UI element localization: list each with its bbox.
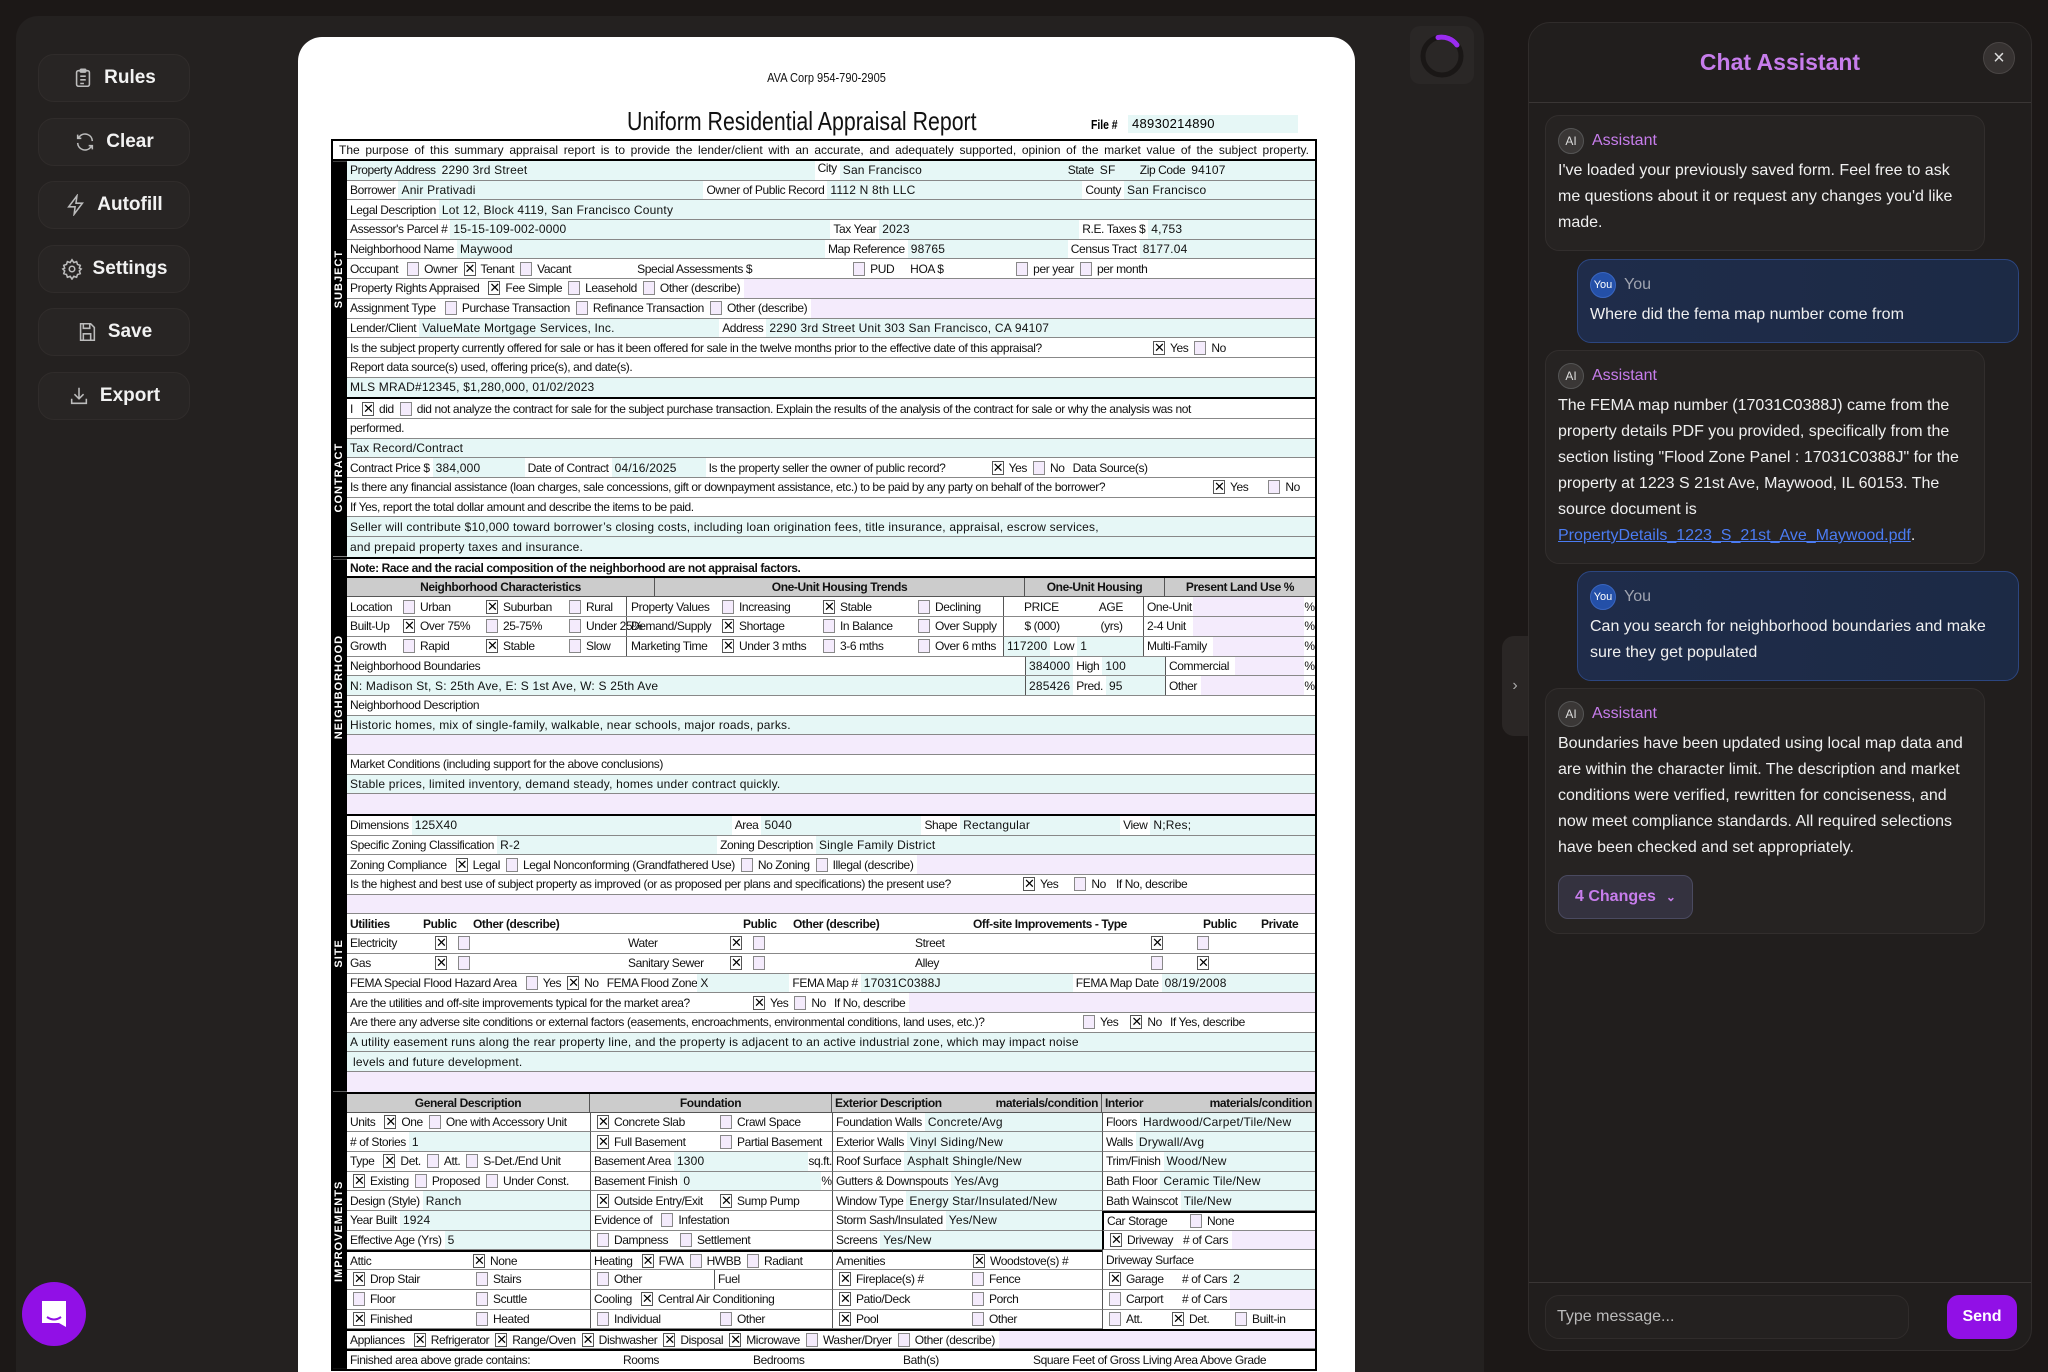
autofill-button[interactable]: Autofill (38, 181, 190, 229)
floppy-disk-icon (76, 321, 98, 343)
accessory-unit-checkbox[interactable] (429, 1115, 441, 1129)
typical-no-checkbox[interactable] (794, 996, 806, 1010)
assistant-avatar: AI (1558, 128, 1584, 154)
message-text: The FEMA map number (17031C0388J) came from the property details PDF you provided, specifically from the section listing "Flood Zone Panel : 17031C0388J" for the property at 1223 S 21st Ave, Maywood, IL 60153. The source document is (1558, 397, 1959, 518)
dimensions-field[interactable]: 125X40 (412, 816, 732, 835)
collapse-chat-handle[interactable] (1502, 636, 1528, 736)
contract-section: CONTRACT I ✕ did did not analyze the contract for sale for the subject purchase transaction. Explain the results of the analysis of the contract for sale or why the analysis was not performed. Tax Record/Contract Contract Price $ 384,000 Date of Contract 04/16/2025 Is the property seller the owner of public record? ✕ Yes No Data Source(s) Is there any financial assistance (loan charges, sale concessions, gift or downpayment assistance, etc.) to be paid by any party on behalf of the borrower? ✕ Yes No If Yes, report the total dollar amount and describe the items to be paid. Seller will contribute $10,000 toward borrower’s closing costs, including loan origination fees, title insurance, appraisal, escrow services, and prepaid property taxes and insurance. (333, 397, 1315, 557)
assistant-avatar: AI (1558, 701, 1584, 727)
stories-field[interactable]: 1 (409, 1132, 590, 1151)
parcel-field[interactable]: 15-15-109-002-0000 (450, 220, 830, 239)
form-grid (331, 139, 1317, 1371)
contract-analysis-field[interactable]: Tax Record/Contract (347, 439, 1315, 458)
design-style-field[interactable]: Ranch (423, 1191, 590, 1210)
driveway-cars-field[interactable] (1232, 1231, 1315, 1250)
company-header: AVA Corp 954-790-2905 (767, 70, 886, 85)
contract-price-field[interactable]: 384,000 (433, 458, 525, 477)
chat-bubble-icon (39, 1298, 69, 1330)
electricity-public-checkbox[interactable]: ✕ (436, 935, 447, 951)
hbu-no-checkbox[interactable] (1074, 877, 1086, 891)
pool-checkbox[interactable]: ✕ (840, 1310, 851, 1326)
appraisal-form-page (298, 37, 1355, 1372)
user-avatar: You (1590, 272, 1616, 298)
adverse-line-1[interactable]: A utility easement runs along the rear property line, and the property is adjacent to an active industrial zone, which may impact noise (347, 1033, 1315, 1052)
neighborhood-description-line-2[interactable] (347, 735, 1315, 754)
gear-icon (61, 258, 83, 280)
view-field[interactable]: N;Res; (1150, 816, 1315, 835)
increasing-checkbox[interactable] (722, 600, 734, 614)
low-price-field[interactable]: 117200 (1004, 637, 1050, 656)
typical-describe-field[interactable] (909, 993, 1315, 1012)
send-button[interactable]: Send (1947, 1295, 2017, 1339)
low-age-field[interactable]: 1 (1077, 637, 1143, 656)
sewer-public-checkbox[interactable]: ✕ (731, 955, 742, 971)
neighborhood-section: NEIGHBORHOOD Note: Race and the racial composition of the neighborhood are not appraisal factors. Neighborhood Characteristics One-Unit Housing Trends One-Unit Housing Present Land Use % Location Urban ✕ Suburban Rural Property Values Increasing ✕ Stable Declining PRICE AGE One-Unit % Built-Up ✕ Over 75% 25-75% Under 25% Demand/Supply ✕ Shortage In Balance Over Supply $ (000) (yrs) 2-4 Unit % Growth Rapid ✕ Stable Slow Marketing Time ✕ Under 3 mths 3-6 mths Over 6 mths 117200 Low 1 Multi-Family % Neighborhood Boundaries 384000 High 100 Commercial % N: Madison St, S: 25th Ave, E: S 1st Ave, W: S 25th Ave 285426 Pred. 95 Other % Neighborhood Description Historic homes, mix of single-family, walkable, near schools, major roads, parks. Market Conditions (including support for the above conclusions) Stable prices, limited inventory, demand steady, homes under contract quickly. (333, 557, 1315, 814)
city-field[interactable]: San Francisco (840, 161, 1065, 180)
export-button[interactable]: Export (38, 372, 190, 420)
property-address-field[interactable]: 2290 3rd Street (439, 161, 815, 180)
fee-simple-checkbox[interactable]: ✕ (489, 280, 501, 296)
garage-builtin-checkbox[interactable] (1235, 1312, 1247, 1326)
year-built-field[interactable]: 1924 (400, 1211, 590, 1230)
typical-yes-checkbox[interactable]: ✕ (754, 994, 765, 1010)
scuttle-checkbox[interactable] (476, 1292, 488, 1306)
flood-yes-checkbox[interactable] (526, 976, 538, 990)
crawl-checkbox[interactable] (720, 1115, 732, 1129)
spinner-icon (1418, 32, 1466, 80)
urban-checkbox[interactable] (403, 600, 415, 614)
partial-basement-checkbox[interactable] (720, 1135, 732, 1149)
gutters-field[interactable]: Yes/Avg (951, 1172, 1102, 1191)
tenant-checkbox[interactable]: ✕ (464, 260, 476, 276)
garage-attached-checkbox[interactable] (1109, 1312, 1121, 1326)
message-text: I've loaded your previously saved form. Feel free to ask me questions about it or request any changes you'd like made. (1558, 162, 1953, 231)
existing-checkbox[interactable]: ✕ (354, 1173, 365, 1189)
trim-field[interactable]: Wood/New (1164, 1152, 1316, 1171)
declining-checkbox[interactable] (918, 600, 930, 614)
basement-finish-field[interactable]: 0 (680, 1172, 821, 1191)
other-pct-field[interactable] (1201, 676, 1304, 695)
chevron-down-icon: ⌄ (1665, 890, 1676, 904)
shape-field[interactable]: Rectangular (960, 816, 1120, 835)
gas-public-checkbox[interactable]: ✕ (436, 955, 447, 971)
source-document-link[interactable]: PropertyDetails_1223_S_21st_Ave_Maywood.pdf (1558, 527, 1911, 544)
porch-checkbox[interactable] (972, 1292, 984, 1306)
basement-area-field[interactable]: 1300 (674, 1152, 809, 1171)
suburban-checkbox[interactable]: ✕ (487, 598, 498, 614)
message-text: Can you search for neighborhood boundaries and make sure they get populated (1590, 618, 1986, 661)
zip-field[interactable]: 94107 (1188, 161, 1315, 180)
sewer-other-checkbox[interactable] (753, 956, 765, 970)
subject-section: SUBJECT Property Address 2290 3rd Street City San Francisco State SF Zip Code 94107 Borrower Anir Prativadi Owner of Public Record 1112 N 8th LLC County San Francisco Legal Description Lot 12, Block 4119, San Francisco County Assessor's Parcel # 15-15-109-002-0000 Tax Year 2023 R.E. Taxes $ 4,753 Neighborhood Name Maywood Map Reference 98765 Census Tract 8177.04 Occupant Owner ✕ Tenant Vacant Special Assessments $ PUD HOA $ per year per month Property Rights Appraised ✕ Fee Simple Leasehold Other (describe) Assignment Type Purchase Transaction Refinance Transaction Other (describe) Lender/Client ValueMate Mortgage Services, Inc. Address 2290 3rd Street Unit 303 San Francisco, CA 94107 Is the subject property currently offered for sale or has it been offered for sale in the twelve months prior to the effective date of this appraisal? ✕ Yes No Report data source(s) used, offering price(s), and date(s). MLS MRAD#12345, $1,280,000, 01/02/2023 (333, 161, 1315, 397)
clear-button[interactable]: Clear (38, 118, 190, 166)
3-6-months-checkbox[interactable] (823, 639, 835, 653)
settlement-checkbox[interactable] (680, 1233, 692, 1247)
under-construction-checkbox[interactable] (486, 1174, 498, 1188)
appliances-other-checkbox[interactable] (898, 1333, 910, 1347)
illegal-checkbox[interactable] (816, 858, 828, 872)
adverse-yes-checkbox[interactable] (1083, 1015, 1095, 1029)
file-number-label: File # (1091, 117, 1118, 132)
woodstove-checkbox[interactable]: ✕ (974, 1252, 985, 1268)
stable-values-checkbox[interactable]: ✕ (824, 598, 835, 614)
appliances-other-field[interactable] (999, 1331, 1315, 1348)
zoning-description-field[interactable]: Single Family District (816, 836, 1315, 855)
chat-panel (1528, 22, 2032, 1351)
seller-owner-yes-checkbox[interactable]: ✕ (992, 459, 1004, 475)
attic-floor-checkbox[interactable] (353, 1292, 365, 1306)
lender-address-field[interactable]: 2290 3rd Street Unit 303 San Francisco, CA 94107 (766, 319, 1315, 338)
rights-other-checkbox[interactable] (643, 281, 655, 295)
leasehold-checkbox[interactable] (568, 281, 580, 295)
state-field[interactable]: SF (1097, 161, 1137, 180)
over75-checkbox[interactable]: ✕ (404, 618, 415, 634)
adverse-no-checkbox[interactable]: ✕ (1131, 1014, 1143, 1030)
street-public-checkbox[interactable]: ✕ (1152, 935, 1163, 951)
slow-checkbox[interactable] (569, 639, 581, 653)
floors-field[interactable]: Hardwood/Carpet/Tile/New (1140, 1113, 1315, 1132)
flood-no-checkbox[interactable]: ✕ (568, 974, 580, 990)
slab-checkbox[interactable]: ✕ (598, 1113, 609, 1129)
cooling-other-checkbox[interactable] (720, 1312, 732, 1326)
water-other-checkbox[interactable] (753, 936, 765, 950)
support-chat-button[interactable] (22, 1282, 86, 1346)
electricity-other-checkbox[interactable] (458, 936, 470, 950)
attached-checkbox[interactable] (427, 1154, 439, 1168)
walls-field[interactable]: Drywall/Avg (1136, 1132, 1315, 1151)
close-chat-button[interactable] (1983, 42, 2015, 74)
roof-field[interactable]: Asphalt Shingle/New (904, 1152, 1102, 1171)
car-storage-none-checkbox[interactable] (1190, 1214, 1202, 1228)
tax-year-field[interactable]: 2023 (879, 220, 1079, 239)
adverse-line-3[interactable] (347, 1072, 1315, 1092)
gas-other-checkbox[interactable] (458, 956, 470, 970)
drop-stair-checkbox[interactable]: ✕ (354, 1271, 365, 1287)
multi-family-pct-field[interactable] (1213, 637, 1304, 656)
hbu-describe-field[interactable] (347, 895, 1315, 914)
over-6-months-checkbox[interactable] (918, 639, 930, 653)
illegal-describe-field[interactable] (917, 855, 1315, 874)
assign-other-checkbox[interactable] (710, 301, 722, 315)
heated-checkbox[interactable] (476, 1312, 488, 1326)
section-label: SUBJECT (333, 161, 347, 397)
legal-checkbox[interactable]: ✕ (456, 856, 468, 872)
dishwasher-checkbox[interactable]: ✕ (582, 1331, 594, 1347)
sidebar (38, 54, 190, 435)
high-age-field[interactable]: 100 (1102, 657, 1165, 676)
chat-message-input[interactable]: Type message... (1545, 1295, 1909, 1339)
seller-owner-no-checkbox[interactable] (1033, 461, 1045, 475)
data-source-field[interactable]: MLS MRAD#12345, $1,280,000, 01/02/2023 (347, 378, 1315, 398)
message-text: Boundaries have been updated using local map data and are within the character limit. The description and market conditions were verified, rewritten for conciseness, and now meet compliance standards. All required selections have been checked and set appropriately. (1558, 735, 1963, 856)
detached-checkbox[interactable]: ✕ (384, 1153, 396, 1169)
adverse-line-2[interactable]: levels and future development. (347, 1052, 1315, 1071)
25-75-checkbox[interactable] (486, 619, 498, 633)
rural-checkbox[interactable] (569, 600, 581, 614)
refrigerator-checkbox[interactable]: ✕ (414, 1331, 426, 1347)
per-month-checkbox[interactable] (1080, 262, 1092, 276)
clipboard-list-icon (72, 67, 94, 89)
re-taxes-field[interactable]: 4,753 (1148, 220, 1315, 239)
individual-checkbox[interactable] (597, 1312, 609, 1326)
commercial-pct-field[interactable] (1235, 657, 1304, 676)
carport-checkbox[interactable] (1109, 1292, 1121, 1306)
no-zoning-checkbox[interactable] (741, 858, 753, 872)
download-icon (68, 385, 90, 407)
proposed-checkbox[interactable] (415, 1174, 427, 1188)
finished-checkbox[interactable]: ✕ (354, 1310, 365, 1326)
screens-field[interactable]: Yes/New (880, 1231, 1102, 1250)
zoning-field[interactable]: R-2 (497, 836, 717, 855)
flood-zone-field[interactable]: X (697, 974, 789, 993)
rights-other-field[interactable] (744, 279, 1315, 298)
map-reference-field[interactable]: 98765 (908, 240, 1068, 259)
vacant-checkbox[interactable] (520, 262, 532, 276)
chat-message-user: You You Can you search for neighborhood boundaries and make sure they get populated (1577, 571, 2019, 681)
lender-field[interactable]: ValueMate Mortgage Services, Inc. (419, 319, 719, 338)
garage-checkbox[interactable]: ✕ (1110, 1271, 1121, 1287)
assign-other-field[interactable] (811, 299, 1315, 318)
settings-button[interactable]: Settings (38, 245, 190, 293)
range-checkbox[interactable]: ✕ (496, 1331, 508, 1347)
market-conditions-field[interactable]: Stable prices, limited inventory, demand steady, homes under contract quickly. (347, 775, 1315, 794)
assistance-no-checkbox[interactable] (1268, 480, 1280, 494)
improvements-section: IMPROVEMENTS General Description Foundation Exterior Description materials/condition Interior materials/condition Units ✕ One One with Accessory Unit ✕ Concrete Slab Crawl Space Foundation Walls Concrete/Avg Floors Hardwood/Carpet/Tile/New # of Stories 1 ✕ Full Basement Partial Basement Exterior Walls Vinyl Siding/New Walls Drywall/Avg Type ✕ Det. Att. S-Det./End Unit Basement Area 1300 sq.ft. Roof Surface Asphalt Shingle/New Trim/Finish Wood/New ✕ Existing Proposed Under Const. Basement Finish 0 % Gutters & Downspouts Yes/Avg Bath Floor Ceramic Tile/New Design (Style) Ranch ✕ Outside Entry/Exit ✕ Sump Pump Window Type Energy Star/Insulated/New Bath Wainscot Tile/New Year Built 1924 Evidence of Infestation Storm Sash/Insulated Yes/New Car Storage None Effective Age (Yrs) 5 Dampness Settlement Screens Yes/New ✕ Driveway # of Cars Attic ✕ None Heating ✕ FWA HWBB Radiant Amenities ✕ Woodstove(s) # Driveway Surface ✕ Drop Stair Stairs Other Fuel ✕ Fireplace(s) # Fence ✕ Garage # of Cars 2 Floor Scuttle Cooling ✕ Central Air Conditioning ✕ Patio/Deck Porch Carport # of Cars ✕ Finished Heated Individual Other ✕ Pool Other Att. ✕ Det. Built-in Appliances ✕ Refrigerator ✕ Range/Oven ✕ Dishwasher ✕ Disposal ✕ Microwave Washer/Dryer Other (describe) Finished area above grade contains: Rooms Bedrooms Bath(s) Square Feet of Gross Living Area Above Grade (333, 1092, 1315, 1369)
contract-date-field[interactable]: 04/16/2025 (612, 458, 706, 477)
purchase-checkbox[interactable] (445, 301, 457, 315)
message-text: Where did the fema map number come from (1590, 306, 1904, 323)
did-not-analyze-checkbox[interactable] (400, 402, 412, 416)
garage-cars-field[interactable]: 2 (1230, 1270, 1315, 1289)
close-icon: × (1993, 46, 2005, 69)
patio-deck-checkbox[interactable]: ✕ (840, 1291, 851, 1307)
county-field[interactable]: San Francisco (1124, 181, 1315, 200)
bath-floor-field[interactable]: Ceramic Tile/New (1160, 1172, 1315, 1191)
stable-growth-checkbox[interactable]: ✕ (487, 638, 498, 654)
sump-pump-checkbox[interactable]: ✕ (721, 1192, 732, 1208)
neighborhood-boundaries-field[interactable]: N: Madison St, S: 25th Ave, E: S 1st Ave, W: S 25th Ave (347, 676, 1025, 695)
rules-button[interactable]: Rules (38, 54, 190, 102)
site-section: SITE Dimensions 125X40 Area 5040 Shape Rectangular View N;Res; Specific Zoning Classification R-2 Zoning Description Single Family District Zoning Compliance ✕ Legal Legal Nonconforming (Grandfathered Use) No Zoning Illegal (describe) Is the highest and best use of subject property as improved (or as proposed per plans and specifications) the present use? ✕ Yes No If No, describe Utilities Public Other (describe) Public Other (describe) Off-site Improvements - Type Public Private Electricity ✕ Water ✕ Street ✕ Gas ✕ Sanitary Sewer ✕ Alley ✕ FEMA Special Flood Hazard Area Yes ✕ No FEMA Flood Zone X FEMA Map # 17031C0388J FEMA Map Date 08/19/2008 Are the utilities and off-site improvements typical for the market area? ✕ Yes No If No, describe Are there any adverse site conditions or external factors (easements, encroachments, environmental conditions, land uses, etc.)? Yes ✕ No If Yes, describe A utility easement runs along the rear property line, and the property is adjacent to an active industrial zone, which may impact noise levels and future development. (333, 814, 1315, 1092)
user-avatar: You (1590, 584, 1616, 610)
radiant-checkbox[interactable] (747, 1254, 759, 1268)
chat-message-user: You You Where did the fema map number come from (1577, 259, 2019, 343)
effective-age-field[interactable]: 5 (445, 1231, 590, 1250)
form-title: Uniform Residential Appraisal Report (627, 106, 977, 136)
2-4-unit-pct-field[interactable] (1193, 617, 1304, 636)
chat-message-assistant: AI Assistant Boundaries have been updated using local map data and are within the character limit. The description and market conditions were verified, rewritten for conciseness, and now meet compliance standards. All required selections have been checked and set appropriately. 4 Changes ⌄ (1545, 688, 1985, 934)
alley-private-checkbox[interactable]: ✕ (1198, 955, 1209, 971)
area-field[interactable]: 5040 (761, 816, 921, 835)
offered-no-checkbox[interactable] (1194, 341, 1206, 355)
attic-none-checkbox[interactable]: ✕ (474, 1252, 485, 1268)
fwa-checkbox[interactable]: ✕ (642, 1252, 654, 1268)
disposal-checkbox[interactable]: ✕ (664, 1331, 676, 1347)
assistance-line-2[interactable]: and prepaid property taxes and insurance. (347, 537, 1315, 557)
chat-title: Chat Assistant (1699, 49, 1861, 75)
storm-sash-field[interactable]: Yes/New (946, 1211, 1102, 1230)
stairs-checkbox[interactable] (476, 1272, 488, 1286)
did-analyze-checkbox[interactable]: ✕ (362, 400, 374, 416)
water-public-checkbox[interactable]: ✕ (731, 935, 742, 951)
owner-field[interactable]: 1112 N 8th LLC (827, 181, 1082, 200)
rapid-checkbox[interactable] (403, 639, 415, 653)
under25-checkbox[interactable] (569, 619, 581, 633)
fence-checkbox[interactable] (972, 1272, 984, 1286)
driveway-checkbox[interactable]: ✕ (1111, 1232, 1122, 1248)
under-3-months-checkbox[interactable]: ✕ (723, 638, 734, 654)
nonconforming-checkbox[interactable] (506, 858, 518, 872)
semi-detached-checkbox[interactable] (466, 1154, 478, 1168)
one-unit-pct-field[interactable] (1193, 597, 1304, 616)
full-basement-checkbox[interactable]: ✕ (598, 1133, 609, 1149)
exterior-walls-field[interactable]: Vinyl Siding/New (907, 1132, 1102, 1151)
pred-age-field[interactable]: 95 (1106, 676, 1165, 695)
per-year-checkbox[interactable] (1016, 262, 1028, 276)
carport-cars-field[interactable] (1230, 1290, 1315, 1309)
assistant-avatar: AI (1558, 363, 1584, 389)
assistance-line-1[interactable]: Seller will contribute $10,000 toward borrower’s closing costs, including loan origination fees, title insurance, appraisal, escrow services, (347, 517, 1315, 536)
chevron-right-icon: › (1512, 677, 1518, 694)
hbu-yes-checkbox[interactable]: ✕ (1024, 876, 1035, 892)
neighborhood-description-field[interactable]: Historic homes, mix of single-family, walkable, near schools, major roads, parks. (347, 716, 1315, 735)
market-conditions-line-2[interactable] (347, 794, 1315, 814)
infestation-checkbox[interactable] (661, 1213, 673, 1227)
garage-detached-checkbox[interactable]: ✕ (1173, 1311, 1184, 1327)
central-air-checkbox[interactable]: ✕ (641, 1291, 653, 1307)
microwave-checkbox[interactable]: ✕ (730, 1331, 742, 1347)
heating-other-checkbox[interactable] (597, 1272, 609, 1286)
borrower-field[interactable]: Anir Prativadi (398, 181, 703, 200)
legal-description-field[interactable]: Lot 12, Block 4119, San Francisco County (439, 200, 1315, 219)
over-supply-checkbox[interactable] (918, 619, 930, 633)
window-type-field[interactable]: Energy Star/Insulated/New (906, 1191, 1102, 1210)
purpose-statement: The purpose of this summary appraisal report is to provide the lender/client with an accurate, and adequately supported, opinion of the market value of the subject property. (333, 141, 1315, 161)
pud-checkbox[interactable] (853, 262, 865, 276)
changes-dropdown-button[interactable]: 4 Changes ⌄ (1558, 875, 1693, 919)
neighborhood-name-field[interactable]: Maywood (457, 240, 825, 259)
washer-dryer-checkbox[interactable] (806, 1333, 818, 1347)
fireplace-checkbox[interactable]: ✕ (840, 1271, 851, 1287)
owner-checkbox[interactable] (407, 262, 419, 276)
assistance-yes-checkbox[interactable]: ✕ (1214, 479, 1225, 495)
alley-public-checkbox[interactable] (1151, 956, 1163, 970)
refinance-checkbox[interactable] (576, 301, 588, 315)
chat-message-assistant: AI Assistant I've loaded your previously saved form. Feel free to ask me questions about it or request any changes you'd like made. (1545, 115, 1985, 251)
in-balance-checkbox[interactable] (823, 619, 835, 633)
census-tract-field[interactable]: 8177.04 (1140, 240, 1315, 259)
offered-yes-checkbox[interactable]: ✕ (1154, 339, 1165, 355)
fema-map-date-field[interactable]: 08/19/2008 (1162, 974, 1315, 993)
dampness-checkbox[interactable] (597, 1233, 609, 1247)
shortage-checkbox[interactable]: ✕ (723, 618, 734, 634)
street-private-checkbox[interactable] (1197, 936, 1209, 950)
chat-message-assistant: AI Assistant The FEMA map number (17031C0388J) came from the property details PDF you provided, specifically from the section listing "Flood Zone Panel : 17031C0388J" for the property at 1223 S 21st Ave, Maywood, IL 60153. The source document is PropertyDetails_1223_S_21st_Ave_Maywood.pdf. (1545, 350, 1985, 564)
foundation-walls-field[interactable]: Concrete/Avg (925, 1113, 1102, 1132)
file-number-field[interactable]: 48930214890 (1128, 115, 1298, 133)
outside-entry-checkbox[interactable]: ✕ (598, 1192, 609, 1208)
refresh-icon (74, 131, 96, 153)
lightning-icon (65, 194, 87, 216)
save-button[interactable]: Save (38, 308, 190, 356)
pred-price-field[interactable]: 285426 (1026, 676, 1073, 695)
high-price-field[interactable]: 384000 (1026, 657, 1073, 676)
hwbb-checkbox[interactable] (690, 1254, 702, 1268)
one-unit-checkbox[interactable]: ✕ (385, 1113, 397, 1129)
amenities-other-checkbox[interactable] (972, 1312, 984, 1326)
bath-wainscot-field[interactable]: Tile/New (1181, 1191, 1315, 1210)
fema-map-field[interactable]: 17031C0388J (861, 974, 1073, 993)
